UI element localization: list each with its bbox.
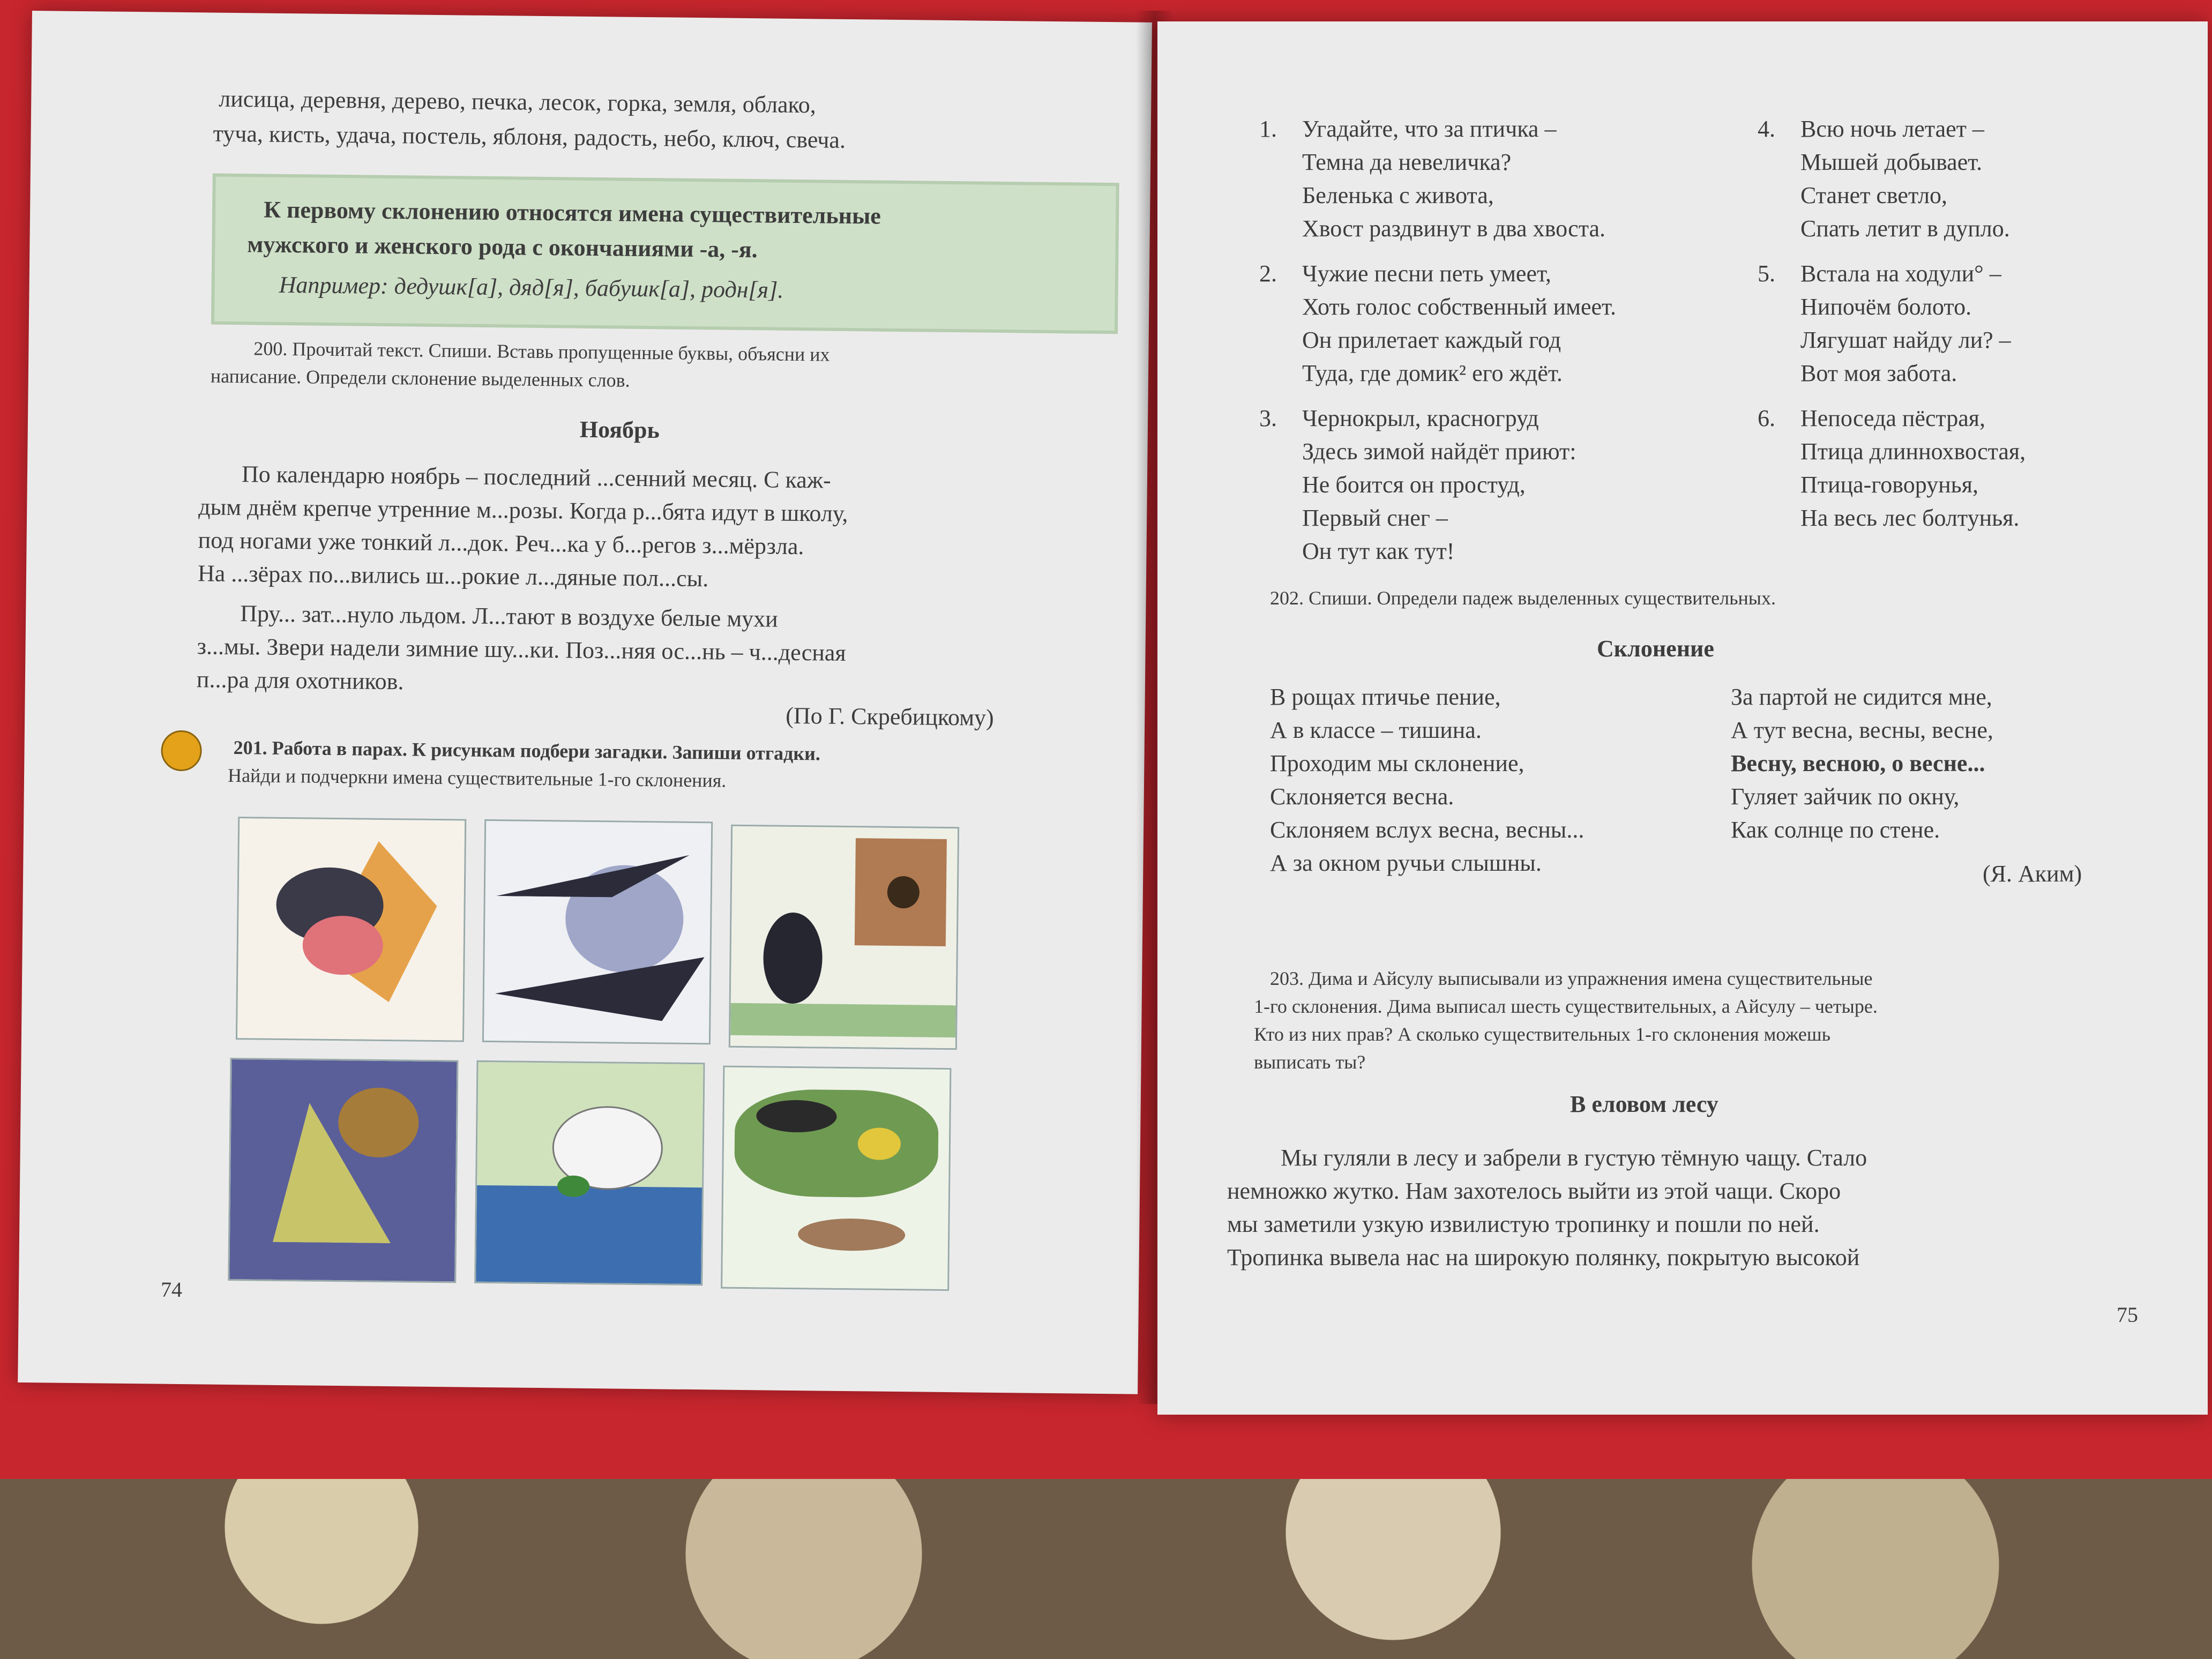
exercise-202-instruction: 202. Спиши. Определи падеж выделенных существительных. <box>1270 587 1776 609</box>
story-line: Тропинка вывела нас на широкую полянку, покрытую высокой <box>1227 1244 1860 1271</box>
story-line: з...мы. Звери надели зимние шу...ки. Поз...няя ос...нь – ч...десная <box>197 633 846 666</box>
riddle-line: Станет светло, <box>1800 182 1948 208</box>
rule-line: мужского и женского рода с окончаниями -а, -я. <box>247 231 758 263</box>
pair-work-icon <box>161 730 202 772</box>
poem-line: А за окном ручьи слышны. <box>1270 850 1542 876</box>
story-title: В еловом лесу <box>1570 1091 1718 1117</box>
riddle-line: Хоть голос собственный имеет. <box>1302 294 1616 320</box>
word-list-line: туча, кисть, удача, постель, яблоня, радость, небо, ключ, свеча. <box>213 120 846 153</box>
riddle-line: Он тут как тут! <box>1302 538 1455 564</box>
poem-line: Склоняется весна. <box>1270 783 1454 810</box>
swallow-picture <box>482 819 713 1044</box>
riddle-line: Встала на ходули° – <box>1800 260 2001 287</box>
riddle-number: 2. <box>1259 260 1277 287</box>
magpie-tit-picture <box>721 1066 951 1291</box>
exercise-201-instruction: 201. Работа в парах. К рисункам подбери загадки. Запиши отгадки. <box>233 737 821 765</box>
riddle-line: На весь лес болтунья. <box>1800 505 2020 531</box>
poem-line: Весну, весною, о весне... <box>1731 750 1985 776</box>
heron-picture <box>474 1060 705 1286</box>
exercise-200-instruction: написание. Определи склонение выделенных слов. <box>210 365 630 391</box>
riddle-line: Мышей добывает. <box>1800 149 1983 175</box>
riddle-line: Нипочём болото. <box>1800 294 1972 320</box>
riddle-line: Хвост раздвинут в два хвоста. <box>1302 215 1605 242</box>
story-line: По календарю ноябрь – последний ...сенний месяц. С каж- <box>241 461 832 494</box>
riddle-line: Птица-говорунья, <box>1800 472 1978 498</box>
poem-line: А в классе – тишина. <box>1270 717 1482 743</box>
exercise-203-instruction: Кто из них прав? А сколько существительных 1-го склонения можешь <box>1254 1023 1830 1045</box>
riddle-line: Первый снег – <box>1302 505 1448 531</box>
exercise-203-instruction: выписать ты? <box>1254 1051 1366 1073</box>
bullfinch-picture <box>236 817 466 1042</box>
poem-title: Склонение <box>1597 636 1714 662</box>
riddle-line: Чужие песни петь умеет, <box>1302 260 1551 287</box>
riddle-number: 4. <box>1758 116 1775 142</box>
owl-picture <box>228 1058 458 1283</box>
page-number: 75 <box>2117 1303 2138 1327</box>
riddle-line: Вот моя забота. <box>1800 360 1957 386</box>
riddle-line: Не боится он простуд, <box>1302 472 1526 498</box>
riddle-line: Непоседа пёстрая, <box>1800 405 1986 431</box>
riddle-number: 3. <box>1259 405 1277 431</box>
riddle-number: 1. <box>1259 116 1277 142</box>
riddle-line: Угадайте, что за птичка – <box>1302 116 1557 142</box>
poem-line: Проходим мы склонение, <box>1270 750 1525 776</box>
exercise-203-instruction: 1-го склонения. Дима выписал шесть существительных, а Айсулу – четыре. <box>1254 996 1878 1017</box>
riddle-line: Туда, где домик² его ждёт. <box>1302 360 1563 386</box>
word-list-line: лисица, деревня, дерево, печка, лесок, горка, земля, облако, <box>219 85 816 118</box>
story-line: Мы гуляли в лесу и забрели в густую тёмную чащу. Стало <box>1281 1145 1867 1171</box>
rule-line: К первому склонению относятся имена существительные <box>263 196 881 229</box>
story-author: (По Г. Скребицкому) <box>786 702 994 731</box>
story-line: На ...зёрах по...вились ш...рокие л...дяные пол...сы. <box>197 560 709 592</box>
page-number: 74 <box>160 1277 183 1302</box>
poem-line: Гуляет зайчик по окну, <box>1731 783 1960 810</box>
riddle-line: Здесь зимой найдёт приют: <box>1302 438 1576 465</box>
riddle-number: 5. <box>1758 260 1775 287</box>
poem-line: За партой не сидится мне, <box>1731 684 1992 710</box>
poem-line: Как солнце по стене. <box>1731 817 1940 843</box>
riddle-line: Птица длиннохвостая, <box>1800 438 2026 465</box>
story-line: п...ра для охотников. <box>196 666 404 695</box>
riddle-number: 6. <box>1758 405 1775 431</box>
riddle-line: Спать летит в дупло. <box>1800 215 2010 242</box>
poem-line: В рощах птичье пение, <box>1270 684 1501 710</box>
riddle-line: Чернокрыл, красногруд <box>1302 405 1539 431</box>
rule-box <box>211 174 1119 334</box>
story-line: под ногами уже тонкий л...док. Реч...ка у б...регов з...мёрзла. <box>198 527 804 560</box>
rule-example: Например: дедушк[а], дяд[я], бабушк[а], родн[я]. <box>279 271 784 303</box>
riddle-line: Темна да невеличка? <box>1302 149 1512 175</box>
story-line: немножко жутко. Нам захотелось выйти из этой чащи. Скоро <box>1227 1178 1841 1204</box>
poem-line: Склоняем вслух весна, весны... <box>1270 817 1585 843</box>
exercise-203-instruction: 203. Дима и Айсулу выписывали из упражнения имена существительные <box>1270 968 1873 989</box>
riddle-line: Он прилетает каждый год <box>1302 327 1561 353</box>
story-line: мы заметили узкую извилистую тропинку и пошли по ней. <box>1227 1211 1820 1237</box>
poem-author: (Я. Аким) <box>1983 861 2082 887</box>
poem-line: А тут весна, весны, весне, <box>1731 717 1993 743</box>
story-line: дым днём крепче утренние м...розы. Когда р...бята идут в школу, <box>198 494 848 527</box>
riddle-line: Лягушат найду ли? – <box>1800 327 2011 353</box>
riddle-line: Беленька с живота, <box>1302 182 1494 208</box>
left-page <box>18 11 1152 1394</box>
exercise-201-instruction: Найди и подчеркни имена существительные 1-го склонения. <box>227 764 727 791</box>
right-page <box>1157 21 2208 1415</box>
riddle-line: Всю ночь летает – <box>1800 116 1984 142</box>
story-title: Ноябрь <box>579 416 660 444</box>
starling-picture <box>729 825 959 1050</box>
exercise-200-instruction: 200. Прочитай текст. Спиши. Вставь пропущенные буквы, объясни их <box>253 338 830 365</box>
story-line: Пру... зат...нуло льдом. Л...тают в воздухе белые мухи <box>240 600 779 632</box>
